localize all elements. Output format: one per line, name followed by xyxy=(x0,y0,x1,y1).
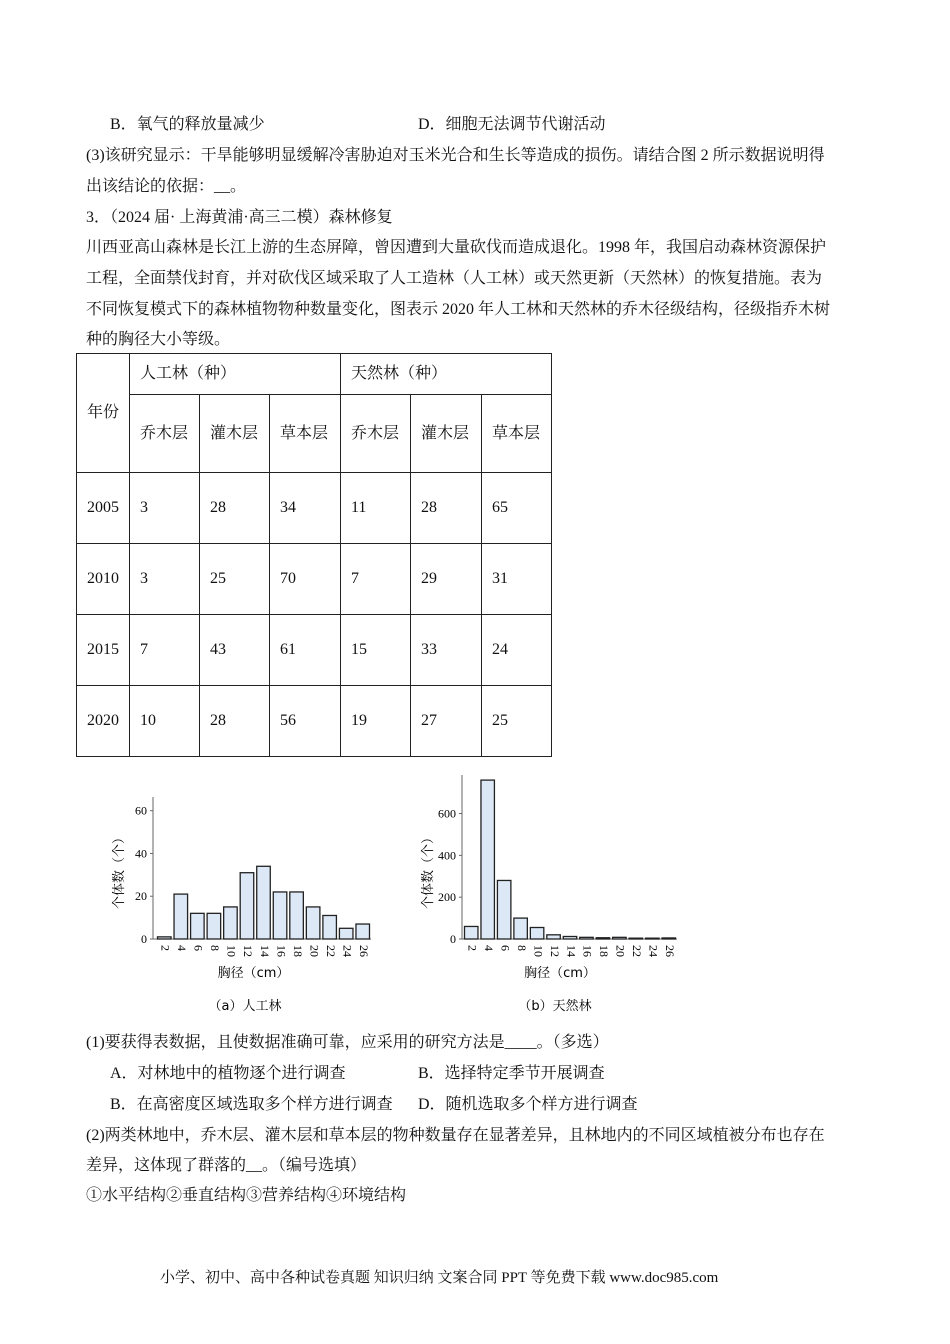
x-tick-label: 18 xyxy=(290,945,305,957)
count-cell: 15 xyxy=(341,615,411,686)
x-tick-label: 22 xyxy=(323,945,338,957)
plantation-header: 人工林（种） xyxy=(130,354,341,395)
count-cell: 34 xyxy=(270,473,341,544)
bar xyxy=(465,926,478,939)
count-cell: 19 xyxy=(341,686,411,757)
bar xyxy=(174,894,188,939)
bar xyxy=(662,938,675,939)
bar xyxy=(580,937,593,939)
count-cell: 70 xyxy=(270,544,341,615)
y-tick-label: 0 xyxy=(141,932,147,946)
bar xyxy=(158,937,172,939)
x-tick-label: 26 xyxy=(356,945,371,957)
problem-title: 3．（2024 届· 上海黄浦·高三二模）森林修复 xyxy=(86,209,393,226)
count-cell: 65 xyxy=(482,473,552,544)
x-axis-label: 胸径（cm） xyxy=(217,966,290,981)
y-tick-label: 200 xyxy=(438,890,456,905)
count-cell: 11 xyxy=(341,473,411,544)
bar xyxy=(323,915,337,939)
paragraph-line: 川西亚高山森林是长江上游的生态屏障，曾因遭到大量砍伐而造成退化。1998 年，我国启动森林资源保护 xyxy=(86,239,827,256)
table-row xyxy=(77,686,552,757)
footer: 小学、初中、高中各种试卷真题 知识归纳 文案合同 PPT 等免费下载 www.doc985.com xyxy=(160,1270,719,1286)
count-cell: 31 xyxy=(482,544,552,615)
sub-header: 草本层 xyxy=(270,395,341,473)
option-c: B．在高密度区域选取多个样方进行调查 xyxy=(110,1096,393,1113)
count-cell: 43 xyxy=(200,615,270,686)
chart-caption: （b）天然林 xyxy=(518,999,592,1014)
bar xyxy=(290,892,304,939)
bar xyxy=(613,937,626,939)
x-tick-label: 6 xyxy=(498,945,513,951)
option-b: B．选择特定季节开展调查 xyxy=(418,1065,605,1082)
count-cell: 25 xyxy=(200,544,270,615)
y-tick-label: 60 xyxy=(135,803,147,818)
count-cell: 24 xyxy=(482,615,552,686)
x-tick-label: 6 xyxy=(191,945,206,951)
y-tick-label: 600 xyxy=(438,806,456,821)
bar xyxy=(273,892,287,939)
question-2: (2)两类林地中，乔木层、灌木层和草本层的物种数量存在显著差异，且林地内的不同区域植被分布也存在 xyxy=(86,1127,825,1144)
x-tick-label: 10 xyxy=(224,945,239,957)
question-3-text: (3)该研究显示：干旱能够明显缓解冷害胁迫对玉米光合和生长等造成的损伤。请结合图 2 所示数据说明得 xyxy=(86,147,825,164)
bar xyxy=(530,928,543,940)
count-cell: 7 xyxy=(341,544,411,615)
x-tick-label: 2 xyxy=(465,945,480,951)
count-cell: 28 xyxy=(411,473,482,544)
count-cell: 29 xyxy=(411,544,482,615)
x-tick-label: 8 xyxy=(514,945,529,951)
bar xyxy=(207,913,221,939)
bar xyxy=(497,880,510,939)
x-tick-label: 18 xyxy=(597,945,612,957)
question-2-cont: 差异，这体现了群落的__。（编号选填） xyxy=(86,1157,367,1174)
y-tick-label: 20 xyxy=(135,889,147,904)
bar xyxy=(306,907,320,939)
answer-choices: ①水平结构②垂直结构③营养结构④环境结构 xyxy=(86,1187,407,1204)
x-tick-label: 8 xyxy=(208,945,223,951)
table-row xyxy=(77,473,552,544)
y-axis-label: 个体数（个） xyxy=(112,830,127,909)
count-cell: 3 xyxy=(130,473,200,544)
natural-header: 天然林（种） xyxy=(341,354,552,395)
bar xyxy=(339,928,353,939)
option-d: D．随机选取多个样方进行调查 xyxy=(418,1096,638,1113)
chart-plantation xyxy=(111,797,371,1014)
count-cell: 7 xyxy=(130,615,200,686)
x-tick-label: 16 xyxy=(580,945,595,957)
chart-natural xyxy=(420,775,677,1014)
count-cell: 27 xyxy=(411,686,482,757)
year-cell: 2005 xyxy=(77,473,130,544)
paragraph-line: 种的胸径大小等级。 xyxy=(86,331,231,348)
option-d: D．细胞无法调节代谢活动 xyxy=(418,116,606,133)
count-cell: 28 xyxy=(200,473,270,544)
x-tick-label: 2 xyxy=(158,945,173,951)
paragraph-line: 工程，全面禁伐封育，并对砍伐区域采取了人工造林（人工林）或天然更新（天然林）的恢复措施。表为 xyxy=(86,270,823,287)
bar xyxy=(257,866,271,939)
sub-header: 草本层 xyxy=(482,395,552,473)
bar xyxy=(191,913,205,939)
bar xyxy=(646,938,659,939)
species-table xyxy=(76,353,552,757)
y-tick-label: 400 xyxy=(438,848,456,863)
count-cell: 10 xyxy=(130,686,200,757)
x-tick-label: 24 xyxy=(646,945,661,957)
bar xyxy=(596,938,609,939)
x-tick-label: 12 xyxy=(241,945,256,957)
x-tick-label: 20 xyxy=(307,945,322,957)
x-tick-label: 10 xyxy=(531,945,546,957)
x-tick-label: 20 xyxy=(613,945,628,957)
x-tick-label: 4 xyxy=(175,945,190,951)
x-tick-label: 4 xyxy=(481,945,496,951)
sub-header: 灌木层 xyxy=(200,395,270,473)
bar xyxy=(356,924,370,939)
count-cell: 3 xyxy=(130,544,200,615)
x-tick-label: 12 xyxy=(547,945,562,957)
x-tick-label: 14 xyxy=(257,945,272,957)
chart-caption: （a）人工林 xyxy=(208,999,282,1014)
y-axis-label: 个体数（个） xyxy=(421,830,436,909)
bar xyxy=(563,936,576,939)
bar xyxy=(514,918,527,939)
x-tick-label: 16 xyxy=(274,945,289,957)
bar xyxy=(547,935,560,939)
option-b: B．氧气的释放量减少 xyxy=(110,116,265,133)
count-cell: 56 xyxy=(270,686,341,757)
x-tick-label: 22 xyxy=(630,945,645,957)
bar xyxy=(224,907,238,939)
count-cell: 61 xyxy=(270,615,341,686)
year-cell: 2015 xyxy=(77,615,130,686)
y-tick-label: 0 xyxy=(450,932,456,946)
bar xyxy=(629,938,642,939)
x-tick-label: 24 xyxy=(340,945,355,957)
table-row xyxy=(77,544,552,615)
year-header: 年份 xyxy=(77,354,130,473)
option-a: A．对林地中的植物逐个进行调查 xyxy=(110,1065,346,1082)
year-cell: 2020 xyxy=(77,686,130,757)
year-cell: 2010 xyxy=(77,544,130,615)
x-axis-label: 胸径（cm） xyxy=(524,966,596,981)
sub-header: 乔木层 xyxy=(130,395,200,473)
y-tick-label: 40 xyxy=(135,846,147,861)
table-row xyxy=(77,615,552,686)
question-1: (1)要获得表数据，且使数据准确可靠，应采用的研究方法是____。（多选） xyxy=(86,1034,609,1051)
sub-header: 乔木层 xyxy=(341,395,411,473)
bar xyxy=(481,780,494,939)
question-3-text-cont: 出该结论的依据：__。 xyxy=(86,178,247,195)
count-cell: 25 xyxy=(482,686,552,757)
sub-header: 灌木层 xyxy=(411,395,482,473)
bar xyxy=(240,873,254,939)
x-tick-label: 26 xyxy=(663,945,678,957)
count-cell: 28 xyxy=(200,686,270,757)
paragraph-line: 不同恢复模式下的森林植物物种数量变化，图表示 2020 年人工林和天然林的乔木径级结构，径级指乔木树 xyxy=(86,301,831,318)
count-cell: 33 xyxy=(411,615,482,686)
x-tick-label: 14 xyxy=(564,945,579,957)
